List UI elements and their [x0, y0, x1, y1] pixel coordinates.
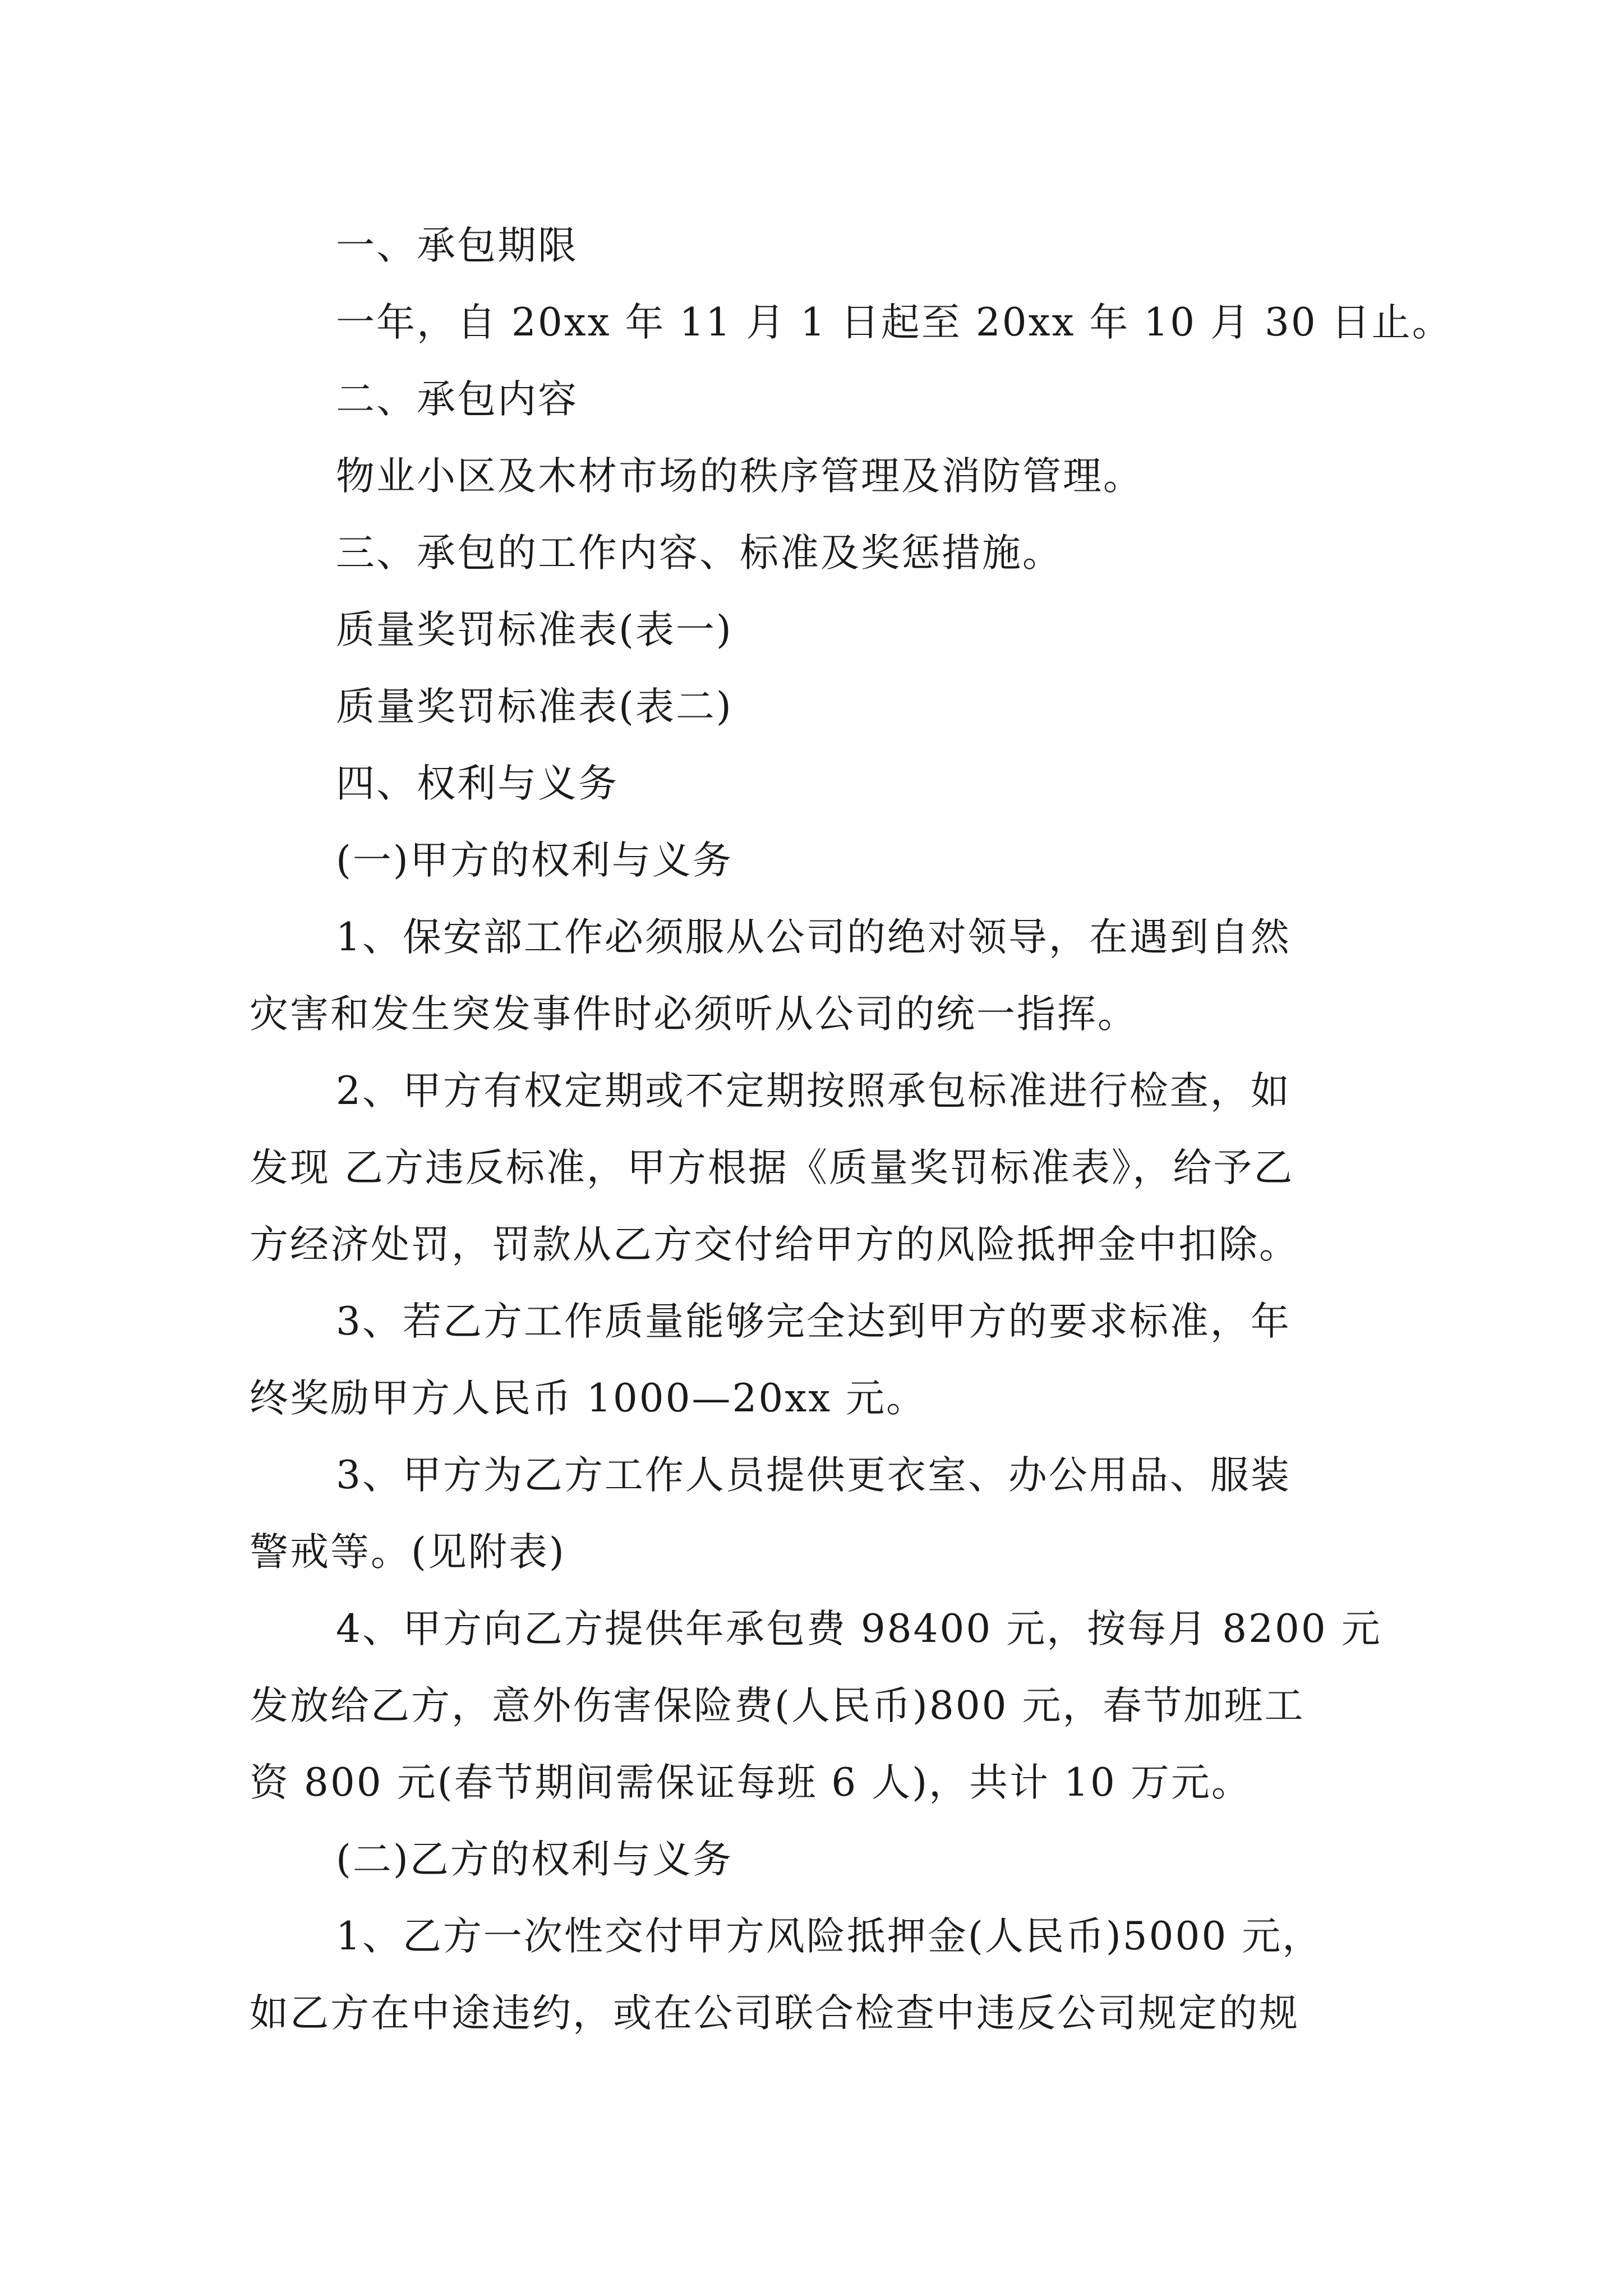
- paragraph-line: 终奖励甲方人民币 1000—20xx 元。: [250, 1376, 927, 1421]
- subsection-heading-party-b: (二)乙方的权利与义务: [336, 1837, 733, 1882]
- paragraph-line: 1、保安部工作必须服从公司的绝对领导，在遇到自然: [336, 915, 1291, 960]
- table-reference: 质量奖罚标准表(表一): [336, 608, 733, 652]
- paragraph-line: 一年，自 20xx 年 11 月 1 日起至 20xx 年 10 月 30 日止。: [336, 300, 1453, 345]
- paragraph-line: 灾害和发生突发事件时必须听从公司的统一指挥。: [250, 992, 1138, 1037]
- paragraph-line: 3、甲方为乙方工作人员提供更衣室、办公用品、服装: [336, 1453, 1291, 1498]
- subsection-heading-party-a: (一)甲方的权利与义务: [336, 838, 733, 883]
- paragraph-line: 方经济处罚，罚款从乙方交付给甲方的风险抵押金中扣除。: [250, 1222, 1299, 1267]
- paragraph-line: 4、甲方向乙方提供年承包费 98400 元，按每月 8200 元: [336, 1607, 1382, 1651]
- paragraph-line: 发放给乙方，意外伤害保险费(人民币)800 元，春节加班工: [250, 1683, 1305, 1728]
- document-body: [250, 208, 1453, 2052]
- section-heading-term: 一、承包期限: [336, 223, 578, 268]
- section-heading-rights: 四、权利与义务: [336, 761, 619, 806]
- paragraph-line: 如乙方在中途违约，或在公司联合检查中违反公司规定的规: [250, 1991, 1299, 2036]
- paragraph-line: 2、甲方有权定期或不定期按照承包标准进行检查，如: [336, 1069, 1291, 1114]
- paragraph-line: 发现 乙方违反标准，甲方根据《质量奖罚标准表》，给予乙: [250, 1145, 1294, 1190]
- paragraph-line: 1、乙方一次性交付甲方风险抵押金(人民币)5000 元，: [336, 1914, 1323, 1959]
- section-heading-standards: 三、承包的工作内容、标准及奖惩措施。: [336, 531, 1063, 576]
- paragraph-line: 警戒等。(见附表): [250, 1530, 566, 1575]
- table-reference: 质量奖罚标准表(表二): [336, 684, 733, 729]
- paragraph-line: 资 800 元(春节期间需保证每班 6 人)，共计 10 万元。: [250, 1760, 1252, 1805]
- section-heading-content: 二、承包内容: [336, 377, 578, 422]
- paragraph-line: 物业小区及木材市场的秩序管理及消防管理。: [336, 454, 1144, 499]
- paragraph-line: 3、若乙方工作质量能够完全达到甲方的要求标准，年: [336, 1299, 1291, 1344]
